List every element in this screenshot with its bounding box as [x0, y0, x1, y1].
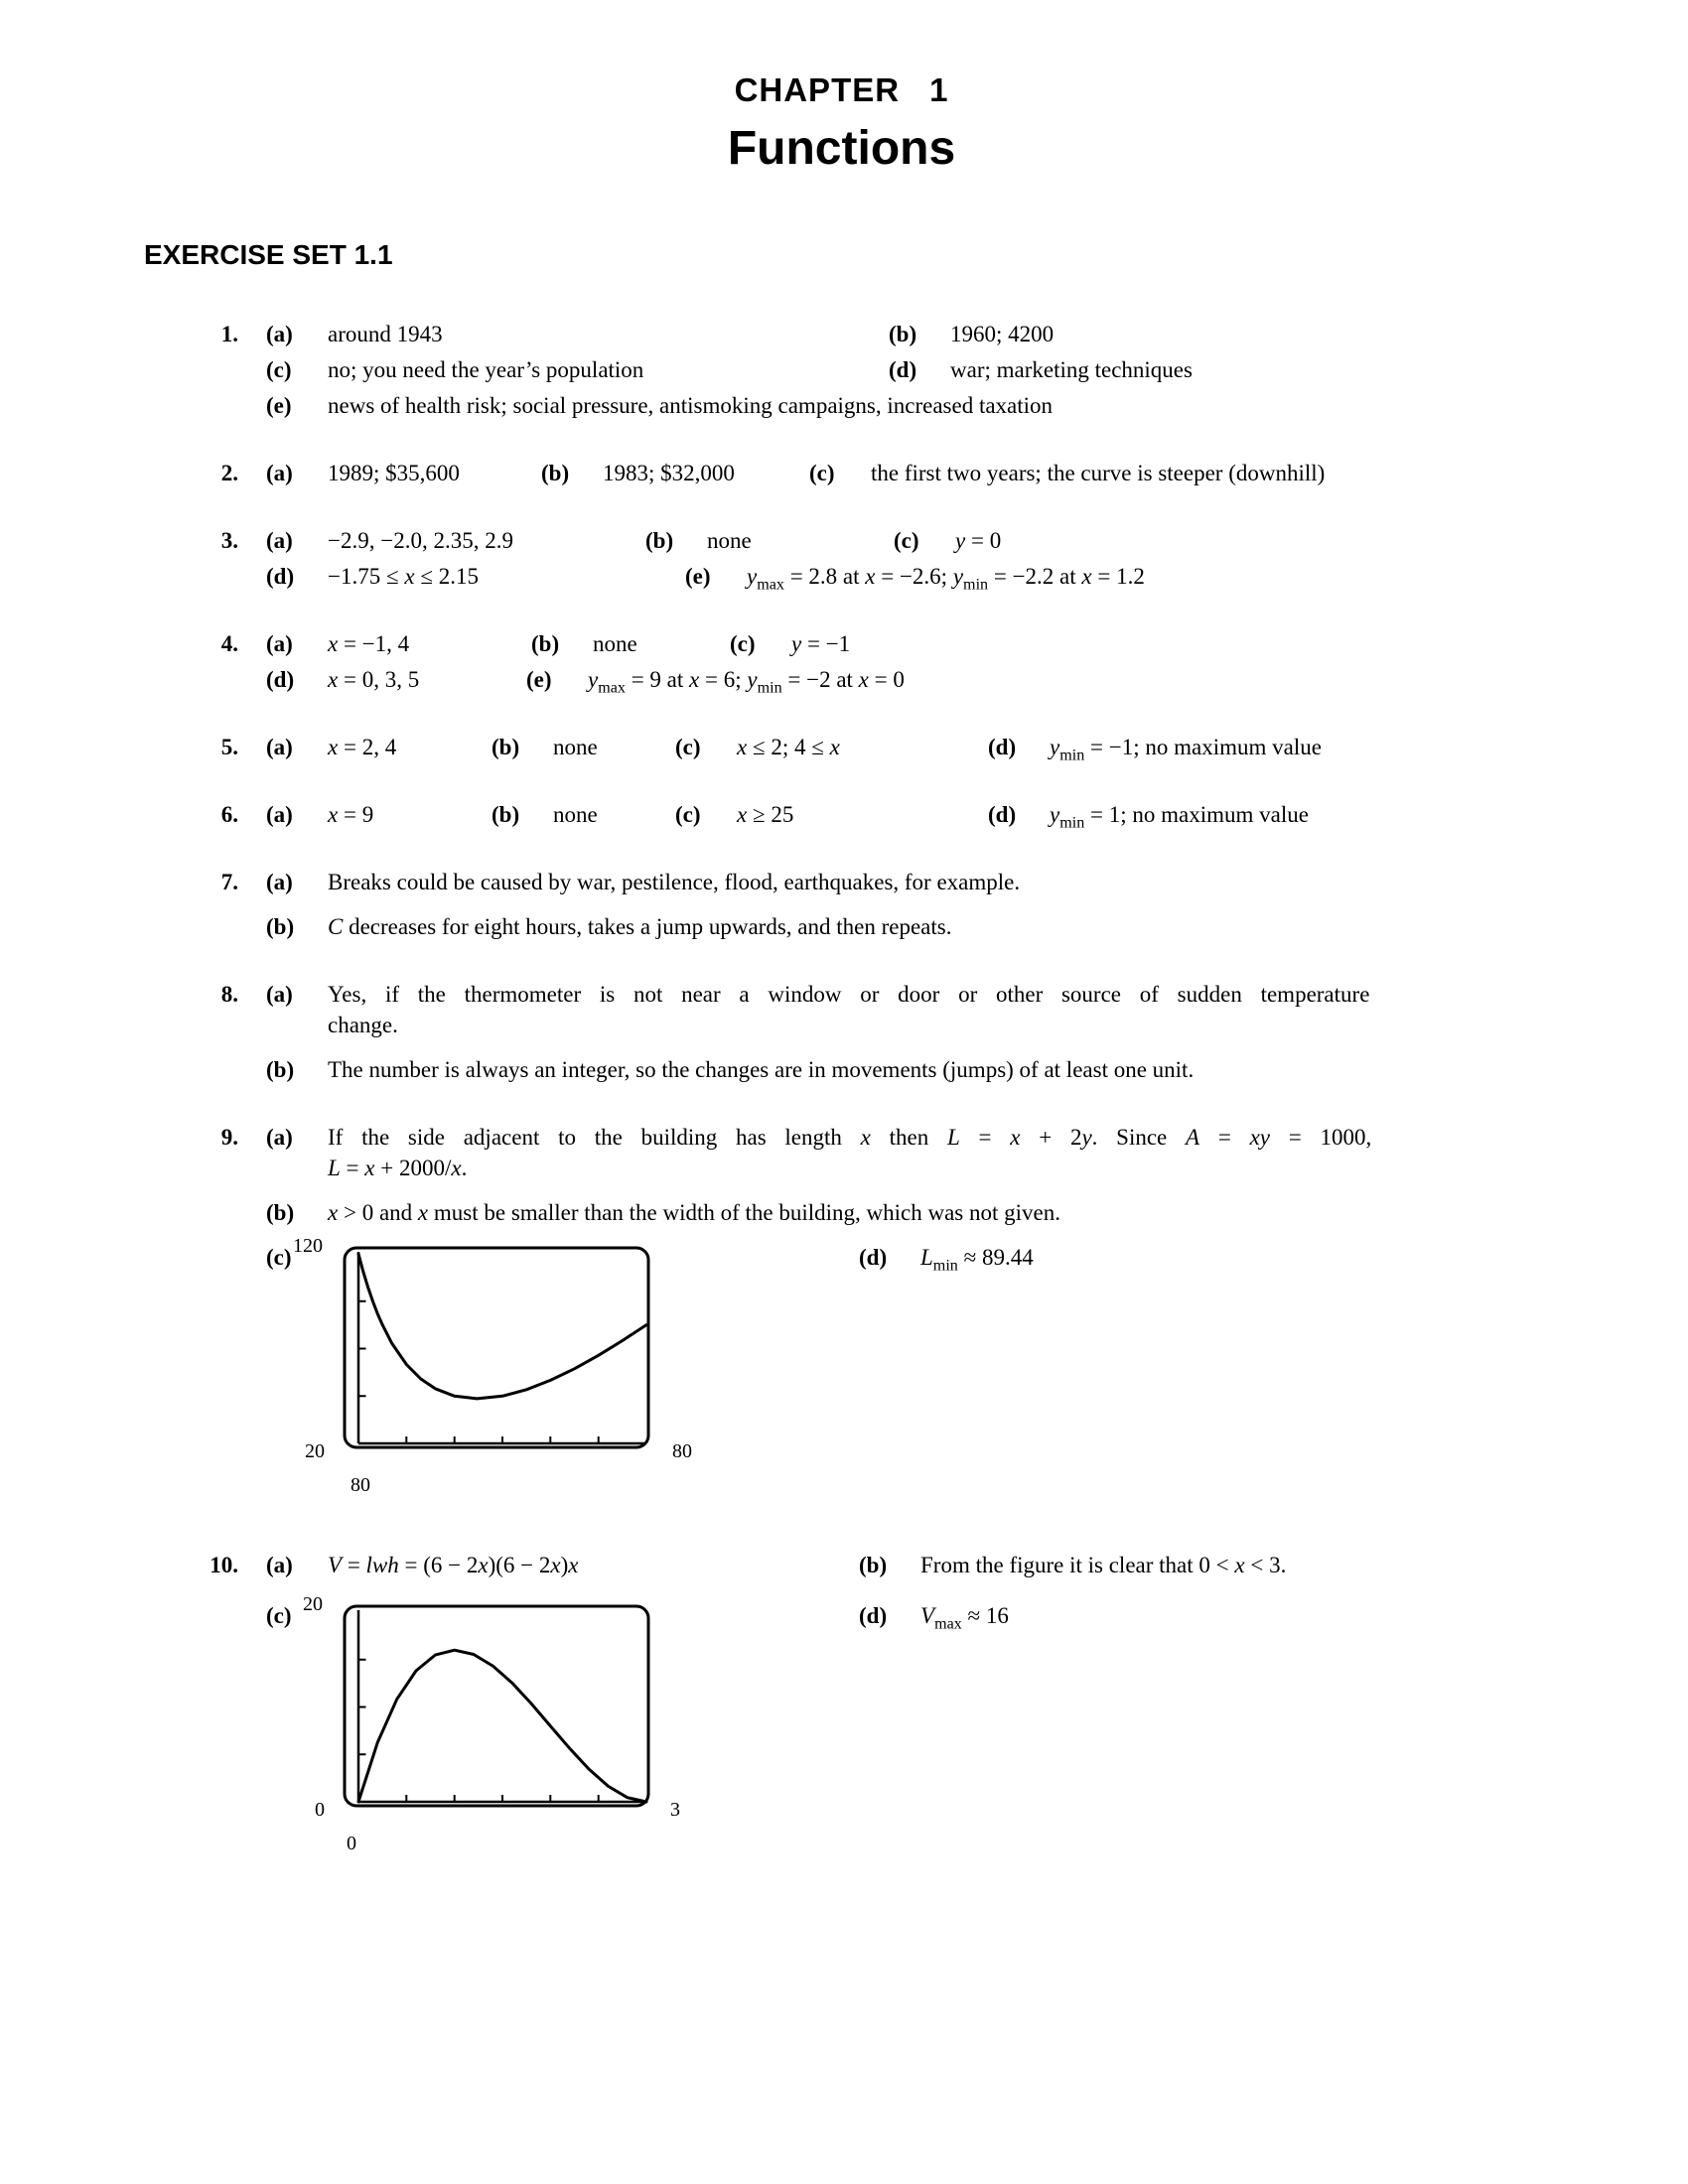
part-text: y = −1 [791, 631, 851, 656]
part-text: 1983; $32,000 [603, 461, 735, 485]
answer-part-b [266, 911, 1539, 942]
chapter-word: CHAPTER [734, 71, 901, 108]
graph-answer-row [266, 1235, 1539, 1505]
part-label: (a) [266, 1125, 293, 1150]
part-label: (c) [675, 802, 701, 827]
answer-row [266, 732, 1539, 762]
part-label: (e) [526, 667, 552, 692]
answer-part-b [541, 458, 735, 488]
part-label: (c) [266, 357, 292, 382]
exercise-body [266, 319, 1539, 426]
part-text: x ≥ 25 [737, 802, 794, 827]
window-label-ymax: 120 [293, 1235, 323, 1257]
part-label: (d) [889, 357, 917, 382]
exercise-number: 10. [210, 1553, 238, 1577]
answer-row [266, 1054, 1539, 1085]
part-label: (c) [675, 735, 701, 759]
part-label: (d) [859, 1245, 888, 1270]
exercise-7 [144, 867, 1539, 947]
part-label: (b) [541, 461, 570, 485]
chapter-heading [144, 71, 1539, 109]
part-text: −2.9, −2.0, 2.35, 2.9 [328, 528, 513, 553]
answer-part-b [266, 1197, 1539, 1228]
part-label: (a) [266, 870, 293, 894]
plot-border [345, 1248, 648, 1447]
answer-part-a [266, 1553, 579, 1577]
exercise-list [144, 319, 1539, 1868]
exercise-body [266, 732, 1539, 767]
exercise-4 [144, 628, 1539, 700]
part-label: (d) [988, 735, 1017, 759]
plot-border [345, 1606, 648, 1806]
answer-part-b [266, 1054, 1539, 1085]
answer-part-c [730, 628, 850, 659]
part-label: (b) [492, 802, 520, 827]
answer-part-b [889, 319, 1054, 349]
part-label: (d) [266, 564, 295, 589]
answer-part-e [685, 561, 1145, 592]
answer-row [266, 1197, 1539, 1228]
exercise-number: 9. [220, 1125, 238, 1150]
exercise-number: 7. [220, 870, 238, 894]
answer-part-c [809, 458, 1325, 488]
part-label: (a) [266, 735, 293, 759]
part-text: 1960; 4200 [950, 322, 1055, 346]
part-label: (b) [266, 914, 295, 939]
exercise-body [266, 458, 1539, 493]
part-label: (b) [531, 631, 560, 656]
answer-part-c [266, 357, 643, 382]
part-text: C decreases for eight hours, takes a jump upwards, and then repeats. [328, 914, 952, 939]
part-label: (b) [859, 1553, 888, 1577]
exercise-body [266, 799, 1539, 835]
answer-row [266, 979, 1539, 1040]
exercise-1 [144, 319, 1539, 426]
part-label: (b) [266, 1200, 295, 1225]
part-text: around 1943 [328, 322, 443, 346]
answer-part-a [266, 867, 1539, 897]
graph-9c [293, 1235, 692, 1496]
part-label: (a) [266, 1553, 293, 1577]
answer-row [266, 561, 1539, 592]
exercise-body [266, 1550, 1539, 1868]
answer-part-d [859, 1600, 1009, 1631]
function-plot-V [343, 1604, 650, 1808]
part-label: (c) [266, 1603, 292, 1628]
part-text: x = 9 [328, 802, 374, 827]
graph-10c [303, 1593, 680, 1854]
window-label-xmin: 20 [305, 1440, 325, 1462]
exercise-6 [144, 799, 1539, 835]
part-text: V = lwh = (6 − 2x)(6 − 2x)x [328, 1553, 579, 1577]
part-text: none [553, 802, 598, 827]
part-text: If the side adjacent to the building has length x then L = x + 2y. Since A = xy = 1000, L = x + 2000/x. [328, 1125, 1372, 1180]
window-label-xmax: 3 [670, 1799, 680, 1821]
part-label: (a) [266, 461, 293, 485]
exercise-10 [144, 1550, 1539, 1868]
answer-part-b [645, 525, 752, 556]
part-text: none [553, 735, 598, 759]
answer-row [266, 319, 1539, 349]
answer-part-a [266, 322, 443, 346]
answer-part-c [894, 525, 1001, 556]
curve-L [358, 1254, 646, 1399]
answer-part-d [266, 564, 479, 589]
part-text: Breaks could be caused by war, pestilence, flood, earthquakes, for example. [328, 870, 1021, 894]
answer-row [266, 911, 1539, 942]
answer-part-a [266, 528, 513, 553]
part-text: x > 0 and x must be smaller than the width of the building, which was not given. [328, 1200, 1060, 1225]
curve-V [358, 1650, 646, 1802]
answer-part-d [889, 354, 1193, 385]
window-label-xmin: 0 [315, 1799, 325, 1821]
part-text: no; you need the year’s population [328, 357, 644, 382]
answer-row [266, 458, 1539, 488]
answer-row [266, 799, 1539, 830]
exercise-3 [144, 525, 1539, 597]
part-text: news of health risk; social pressure, antismoking campaigns, increased taxation [328, 393, 1054, 418]
answer-part-e [266, 393, 1053, 418]
part-label: (a) [266, 322, 293, 346]
answer-part-d [988, 732, 1322, 762]
part-label: (c) [730, 631, 756, 656]
part-label: (b) [492, 735, 520, 759]
answer-part-d [988, 799, 1309, 830]
answer-row [266, 1550, 1539, 1580]
answer-part-a [266, 1122, 1539, 1183]
answer-row [266, 867, 1539, 897]
exercise-body [266, 628, 1539, 700]
answer-row [266, 354, 1539, 385]
function-plot-L [343, 1246, 650, 1449]
exercise-body [266, 525, 1539, 597]
part-text: $L_{min} \approx 89.44$ [920, 1245, 1034, 1275]
answer-part-a [266, 979, 1539, 1040]
exercise-number: 5. [220, 735, 238, 759]
answer-row [266, 628, 1539, 659]
part-label: (d) [988, 802, 1017, 827]
exercise-2 [144, 458, 1539, 493]
window-label-ymin: 0 [347, 1833, 356, 1854]
part-label: (a) [266, 631, 293, 656]
answer-part-b [859, 1550, 1286, 1580]
part-label: (a) [266, 528, 293, 553]
window-label-ymin: 80 [351, 1474, 370, 1496]
answer-row [266, 525, 1539, 556]
exercise-number: 1. [220, 322, 238, 346]
part-label: (c) [894, 528, 919, 553]
answer-part-b [492, 732, 598, 762]
answer-part-a [266, 735, 396, 759]
part-text: war; marketing techniques [950, 357, 1193, 382]
answer-part-d [266, 667, 419, 692]
exercise-number: 6. [220, 802, 238, 827]
part-label: (b) [889, 322, 917, 346]
part-text: 1989; $35,600 [328, 461, 460, 485]
exercise-9 [144, 1122, 1539, 1510]
part-label: (a) [266, 802, 293, 827]
part-text: none [593, 631, 637, 656]
part-text: the first two years; the curve is steeper (downhill) [871, 461, 1326, 485]
part-text: The number is always an integer, so the changes are in movements (jumps) of at least one unit. [328, 1057, 1195, 1082]
exercise-set-title: EXERCISE SET 1.1 [144, 239, 393, 270]
part-label: (d) [859, 1603, 888, 1628]
part-label: (a) [266, 982, 293, 1007]
graph-answer-row [266, 1593, 1539, 1863]
chapter-title: Functions [727, 122, 956, 175]
part-text: x = −1, 4 [328, 631, 410, 656]
answer-part-b [531, 628, 637, 659]
part-text: none [707, 528, 752, 553]
part-text: $y_{max} = 2.8$ at x = −2.6; $y_{min} = -2.2$ at x = 1.2 [747, 564, 1145, 594]
part-text: $V_{max} \approx 16$ [920, 1603, 1009, 1633]
exercise-8 [144, 979, 1539, 1090]
answer-row [266, 664, 1539, 695]
part-text: Yes, if the thermometer is not near a window or door or other source of sudden temperature change. [328, 982, 1370, 1037]
part-text: x = 0, 3, 5 [328, 667, 420, 692]
part-label: (e) [685, 564, 711, 589]
part-text: x = 2, 4 [328, 735, 397, 759]
answer-part-a [266, 802, 373, 827]
exercise-body [266, 867, 1539, 947]
answer-part-c [675, 732, 840, 762]
part-label: (c) [266, 1245, 292, 1270]
exercise-body [266, 1122, 1539, 1510]
answer-part-a [266, 631, 409, 656]
part-label: (e) [266, 393, 292, 418]
answer-row [266, 390, 1539, 421]
part-text: y = 0 [955, 528, 1002, 553]
answer-part-b [492, 799, 598, 830]
part-text: $y_{min} = -1$; no maximum value [1050, 735, 1322, 764]
exercise-5 [144, 732, 1539, 767]
window-label-xmax: 80 [672, 1440, 692, 1462]
answer-part-a [266, 461, 460, 485]
part-text: $y_{min} = 1$; no maximum value [1050, 802, 1309, 832]
part-label: (d) [266, 667, 295, 692]
answer-row [266, 1122, 1539, 1183]
chapter-number: 1 [929, 71, 949, 108]
part-label: (b) [645, 528, 674, 553]
answer-part-c [675, 799, 793, 830]
exercise-number: 8. [220, 982, 238, 1007]
exercise-number: 2. [220, 461, 238, 485]
answer-part-e [526, 664, 905, 695]
window-label-ymax: 20 [303, 1593, 323, 1615]
exercise-body [266, 979, 1539, 1090]
part-text: −1.75 ≤ x ≤ 2.15 [328, 564, 479, 589]
answer-part-d [859, 1242, 1034, 1273]
exercise-number: 3. [220, 528, 238, 553]
part-text: $y_{max} = 9$ at x = 6; $y_{min} = -2$ at x = 0 [588, 667, 905, 697]
part-text: From the figure it is clear that 0 < x < 3. [920, 1553, 1287, 1577]
exercise-number: 4. [220, 631, 238, 656]
part-label: (b) [266, 1057, 295, 1082]
part-text: x ≤ 2; 4 ≤ x [737, 735, 840, 759]
part-label: (c) [809, 461, 835, 485]
